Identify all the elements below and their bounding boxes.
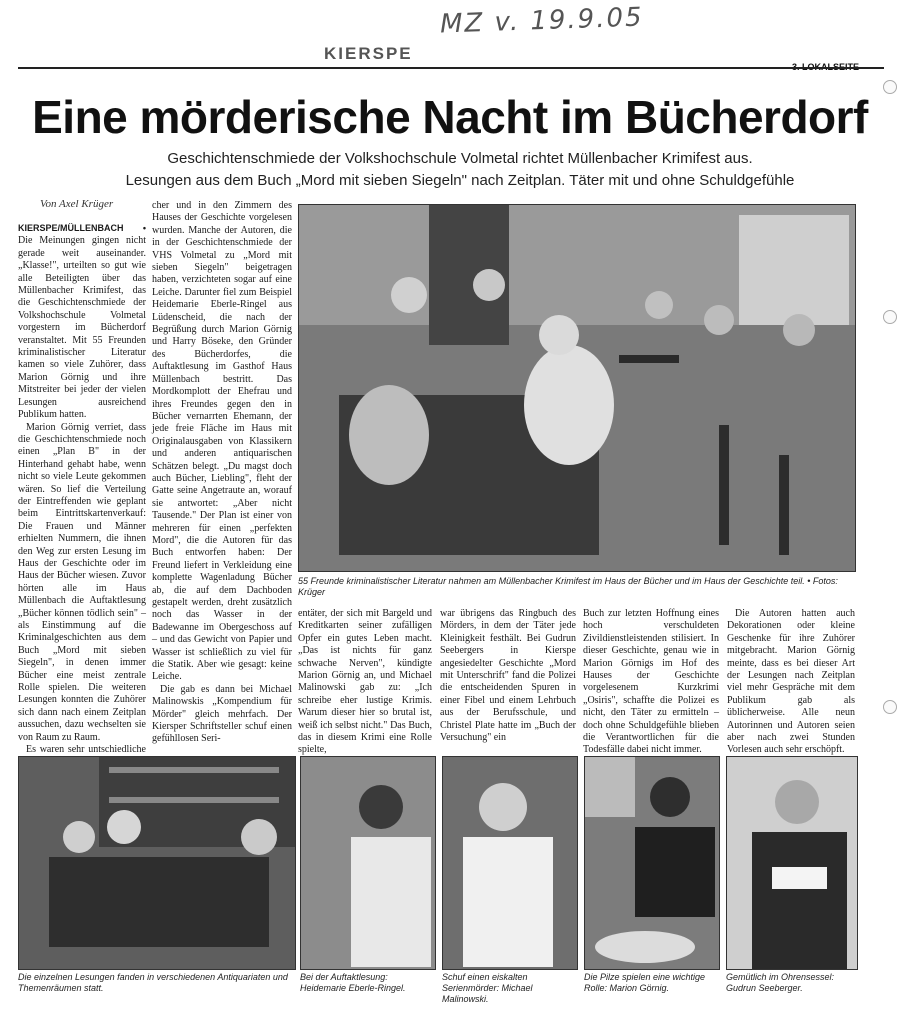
paragraph: entäter, der sich mit Bargeld und Kreditkarten seiner zufälligen Opfer ein gutes Leben macht. „Das ist nichts für ganz schwache Nerven", kündigte Marion Görnig an, und Michael Malinowski gab zu: „Ich schreibe eher lustige Krimis. Warum dieser hier so brutal ist, weiß ich selbst nicht." Das Buch, das in diesem Krimi eine Rolle spielte, — [298, 608, 432, 756]
photo-antiquariat — [18, 756, 296, 970]
dateline: KIERSPE/MÜLLENBACH • — [18, 223, 146, 233]
subheadline-line-1: Geschichtenschmiede der Volkshochschule Volmetal richtet Müllenbacher Krimifest aus. — [167, 150, 753, 167]
paragraph: cher und in den Zimmern des Hauses der Geschichte vorgelesen wurden. Manche der Autoren, die in der Geschichtenschmiede der VHS Volmetal zu „Mord mit sieben Siegeln" beigetragen haben, verzichteten sogar auf eine Leiche. Darunter fiel zum Beispiel Heidemarie Eberle-Ringel aus Lüdenscheid, die nach der Begrüßung durch Marion Görnig und Harry Böseke, den Gründer des Bücherdorfes, die Auftaktlesung im Gasthof Haus Müllenbach bestritt. Das Mordkomplott der Ehefrau und ihres Freundes gegen den in Bücher vernarrten Ehemann, der jede freie Fläche im Haus mit Originalausgaben von Klassikern und anderen antiquarischen Schätzen belegt. „Du magst doch auch Bücher, Liebling", fleht der Gatte seine Angetraute an, worauf sie antwortet: „Aber nicht Tausende." Der Plan ist einer von mehreren für einen „perfekten Mord", die die Autoren für das Buch entworfen haben: Der Freund liefert in Verkleidung eine komplette Wagenladung Bücher ab, die auf dem Dachboden gestapelt werden, dreht zusätzlich noch das Wasser in der Badewanne im Obergeschoss auf – und das Gewicht von Papier und Wasser ist schließlich zu viel für die Statik. Aber wie gesagt: keine Leiche. — [152, 200, 292, 683]
photo-malinowski — [442, 756, 578, 970]
header-rule — [18, 67, 884, 69]
subheadline-line-2: Lesungen aus dem Buch „Mord mit sieben Siegeln" nach Zeitplan. Täter mit und ohne Schuldgefühle — [125, 172, 795, 189]
article-column-6 — [727, 608, 855, 756]
article-column-4 — [440, 608, 576, 750]
byline: Von Axel Krüger — [40, 198, 114, 210]
headline: Eine mörderische Nacht im Bücherdorf — [32, 91, 868, 143]
handwritten-note: MZ v. 19.9.05 — [439, 2, 645, 40]
bottom-caption-1: Die einzelnen Lesungen fanden in verschiedenen Antiquariaten und Themenräumen statt. — [18, 972, 288, 993]
punch-hole — [883, 700, 897, 714]
article-column-1 — [18, 222, 146, 756]
photo-goernig — [584, 756, 720, 970]
photo-seeberger — [726, 756, 858, 970]
main-photo-caption: 55 Freunde kriminalistischer Literatur nahmen am Müllenbacher Krimifest im Haus der Bücher und im Haus der Geschichte teil. • Fotos: Krüger — [298, 576, 838, 597]
paragraph: Die Meinungen gingen nicht gerade weit auseinander. „Klasse!", urteilten so gut wie alle Beteiligten über das Müllenbacher Krimifest, das die Geschichtenschmiede der Volkshochschule Volmetal vorgestern im Bücherdorf veranstaltet. Mit 55 Freunden kriminalistischer Literatur kamen so viele Zuhörer, dass Marion Görnig und ihre Mitstreiter bei jeder der vielen Lesungen ausreichend Publikum hatten. — [18, 235, 146, 421]
bottom-caption-5: Gemütlich im Ohrensessel: Gudrun Seeberger. — [726, 972, 835, 993]
bottom-caption-4: Die Pilze spielen eine wichtige Rolle: Marion Görnig. — [584, 972, 706, 993]
article-column-5 — [583, 608, 719, 756]
bottom-caption-2: Bei der Auftaktlesung: Heidemarie Eberle-Ringel. — [300, 972, 406, 993]
paragraph: Die Autoren hatten auch Dekorationen oder kleine Geschenke für ihre Zuhörer mitgebracht. Marion Görnig meinte, dass es bei dieser Art der Lesungen nach Zeitplan viel mehr Gespräche mit dem Publikum gab als üblicherweise. Alle neun Autorinnen und Autoren seien aber nach zwei Stunden Vorlesen auch sehr erschöpft. — [727, 608, 855, 756]
article-column-3 — [298, 608, 432, 756]
article-column-2 — [152, 200, 292, 750]
punch-hole — [883, 310, 897, 324]
bottom-caption-3: Schuf einen eiskalten Serienmörder: Michael Malinowski. — [442, 972, 533, 1004]
main-photo — [298, 204, 856, 572]
section-label: KIERSPE — [324, 44, 413, 63]
paragraph: Buch zur letzten Hoffnung eines hoch verschuldeten Zivildienstleistenden stilisiert. In dieser Geschichte, genau wie in Marion Görnigs im Hof des Hauses der Geschichte vorgelesenem Kurzkrimi „Osiris", schaffte die Polizei es nicht, den Täter zu ermitteln – doch ohne Schuldgefühle blieben die Verantwortlichen für die Todesfälle dabei nicht immer. — [583, 608, 719, 756]
paragraph: Die gab es dann bei Michael Malinowskis „Kompendium für Mörder" gleich mehrfach. Der Kiersper Schriftsteller schuf einen gefühllosen Seri- — [152, 683, 292, 745]
paragraph: Marion Görnig verriet, dass die Geschichtenschmiede noch einen „Plan B" in der Hinterhand gehabt habe, wenn nicht so viele Leute gekommen wären. So lief die Verteilung der Eintreffenden wie geplant beim Eintrittskartenverkauf: Die Frauen und Männer erhielten Nummern, die ihnen den Weg zur ersten Lesung im Haus der Geschichte oder im Haus der Bücher wiesen. Zuvor hörten alle im Haus Müllenbach die Auftaktlesung „Bücher können tödlich sein" – als Einstimmung auf die Kriminalgeschichten aus dem Buch „Mord mit sieben Siegeln", in denen immer Bücher eine meist zentrale Rolle spielen. Die weiteren Lesungen konnten die Zuhörer sich dann nach einem Zeitplan aussuchen, dazu wechselten sie von Raum zu Raum. — [18, 421, 146, 743]
paragraph: Es waren sehr untschiedliche — [26, 744, 146, 756]
paragraph: war übrigens das Ringbuch des Mörders, in dem der Täter jede Kleinigkeit festhält. Bei Gudrun Seebergers in Kierspe angesiedelter Geschichte „Mord mit Unterschrift" fand die Polizei die entscheidenden Spuren in einer Fibel und einem Lehrbuch aus der Berufsschule, und Christel Plate hatte im „Buch der Versuchung" ein — [440, 608, 576, 744]
audience-photo-illustration — [299, 205, 855, 571]
photo-eberle-ringel — [300, 756, 436, 970]
page-label: 3. LOKALSEITE — [792, 62, 860, 72]
